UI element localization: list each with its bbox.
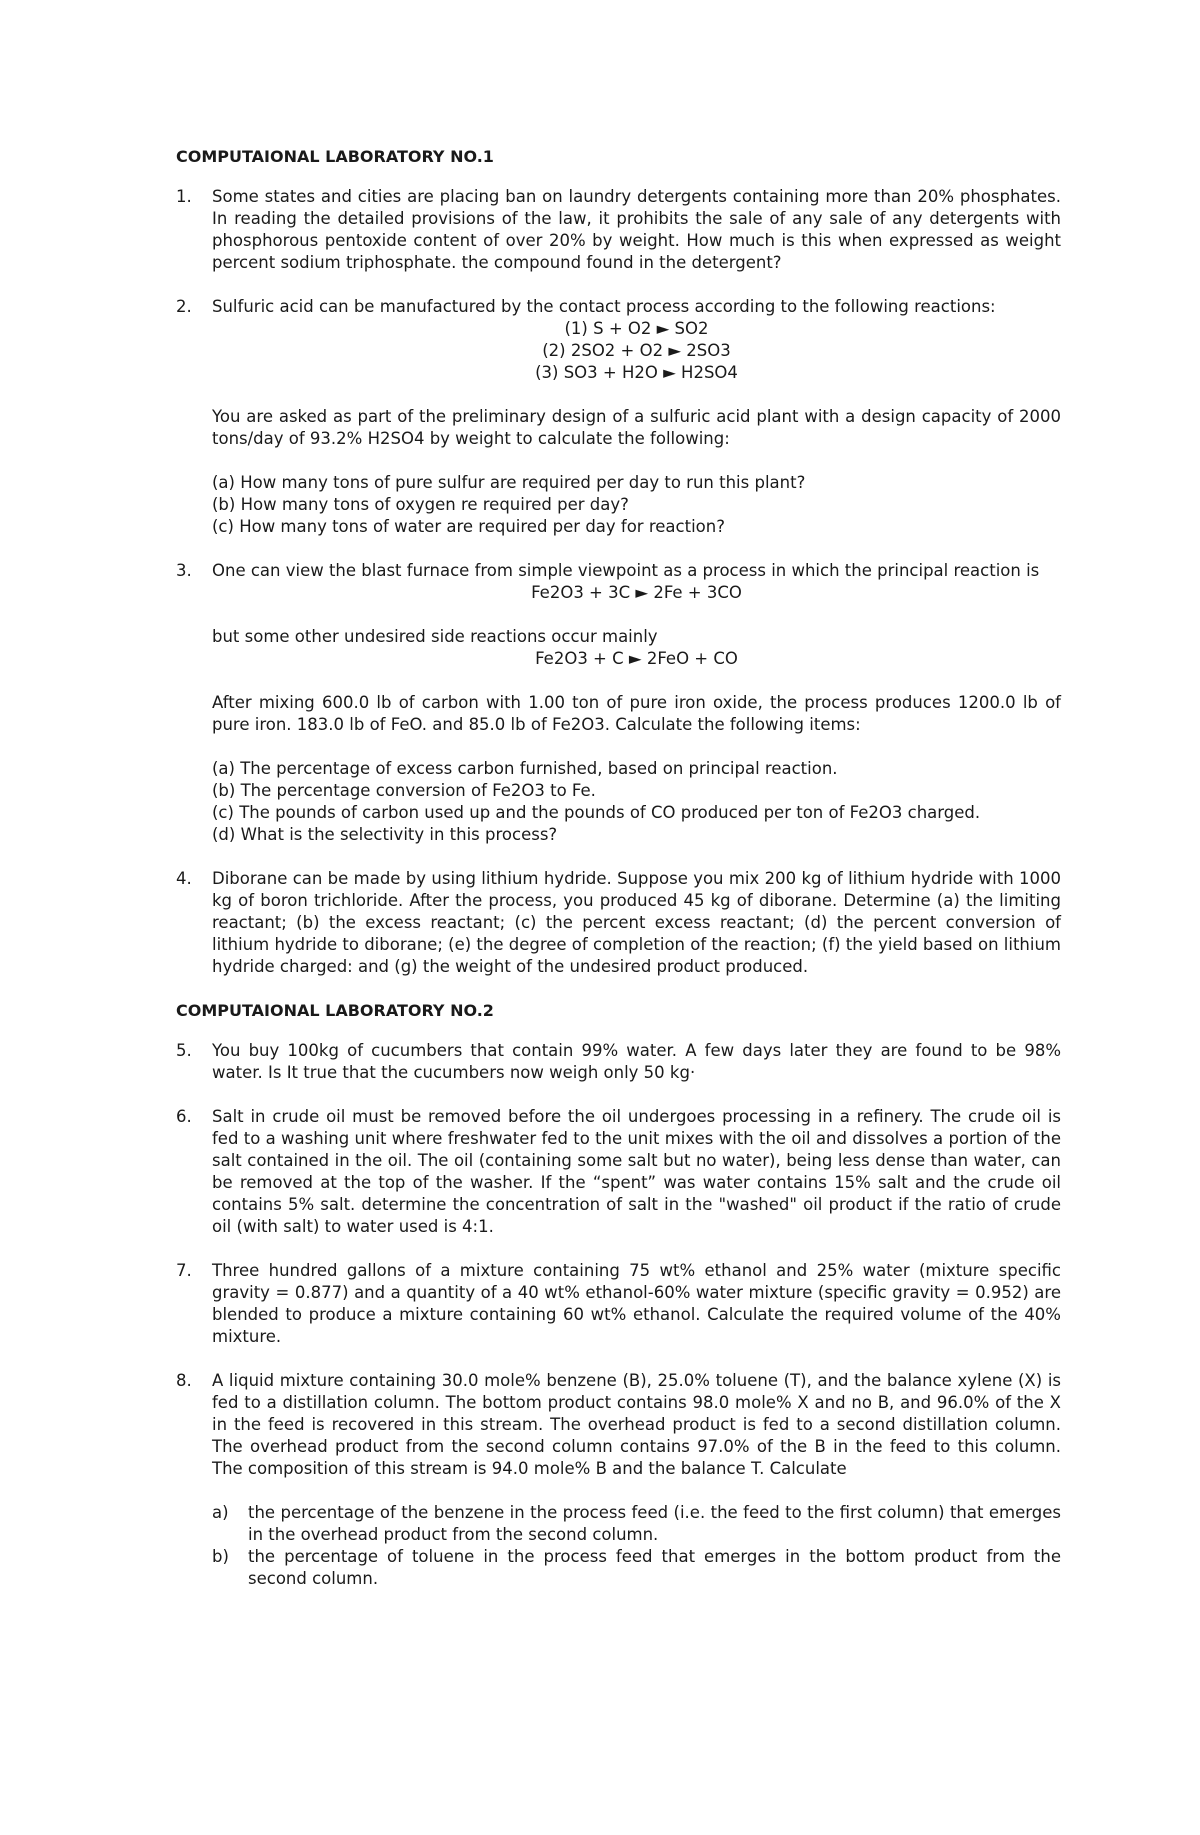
question-item: (c) The pounds of carbon used up and the pounds of CO produced per ton of Fe2O3 charged. bbox=[212, 803, 981, 822]
problem-text: You buy 100kg of cucumbers that contain 99% water. A few days later they are found to be 98% water. Is It true that the cucumbers now weigh only 50 kg· bbox=[212, 1041, 1061, 1082]
question-item: (a) The percentage of excess carbon furnished, based on principal reaction. bbox=[212, 759, 838, 778]
problem-number: 6. bbox=[176, 1107, 192, 1126]
reaction-equation: (3) SO3 + H2O ► H2SO4 bbox=[535, 363, 738, 382]
problem-mid-text: but some other undesired side reactions occur mainly bbox=[212, 627, 658, 646]
problem-6 bbox=[176, 1106, 1061, 1238]
reaction-equation: (2) 2SO2 + O2 ► 2SO3 bbox=[542, 341, 731, 360]
problem-text: A liquid mixture containing 30.0 mole% benzene (B), 25.0% toluene (T), and the balance xylene (X) is fed to a distillation column. The bottom product contains 98.0 mole% X and no B, and 96.0% of the X in the feed is recovered in this stream. The overhead product is fed to a second distillation column. The overhead product from the second column contains 97.0% of the B in the feed to this column. The composition of this stream is 94.0 mole% B and the balance T. Calculate bbox=[212, 1371, 1061, 1478]
problem-number: 8. bbox=[176, 1371, 192, 1390]
sub-question-text: the percentage of the benzene in the process feed (i.e. the feed to the first column) that emerges in the overhead product from the second column. bbox=[248, 1503, 1061, 1544]
sub-question-label: a) bbox=[212, 1503, 229, 1522]
sub-question-label: b) bbox=[212, 1547, 229, 1566]
problem-number: 3. bbox=[176, 561, 192, 580]
problem-8 bbox=[176, 1370, 1061, 1590]
reaction-equation: (1) S + O2 ► SO2 bbox=[564, 319, 709, 338]
sub-question-list bbox=[212, 1502, 1061, 1590]
lab2-heading: COMPUTAIONAL LABORATORY NO.2 bbox=[176, 1001, 494, 1020]
question-item: (b) The percentage conversion of Fe2O3 to Fe. bbox=[212, 781, 596, 800]
problem-number: 1. bbox=[176, 187, 192, 206]
reaction-equation: Fe2O3 + 3C ► 2Fe + 3CO bbox=[531, 583, 742, 602]
problem-text: You are asked as part of the preliminary design of a sulfuric acid plant with a design capacity of 2000 tons/day of 93.2% H2SO4 by weight to calculate the following: bbox=[212, 407, 1061, 448]
question-item: (c) How many tons of water are required per day for reaction? bbox=[212, 517, 725, 536]
problem-7 bbox=[176, 1260, 1061, 1348]
problem-number: 4. bbox=[176, 869, 192, 888]
lab1-heading: COMPUTAIONAL LABORATORY NO.1 bbox=[176, 147, 494, 166]
sub-question bbox=[212, 1502, 1061, 1546]
problem-3 bbox=[176, 560, 1061, 846]
problem-text: Salt in crude oil must be removed before the oil undergoes processing in a refinery. The crude oil is fed to a washing unit where freshwater fed to the unit mixes with the oil and dissolves a portion of the salt contained in the oil. The oil (containing some salt but no water), being less dense than water, can be removed at the top of the washer. If the “spent” was water contains 15% salt and the crude oil contains 5% salt. determine the concentration of salt in the "washed" oil product if the ratio of crude oil (with salt) to water used is 4:1. bbox=[212, 1107, 1061, 1236]
sub-question bbox=[212, 1546, 1061, 1590]
problem-5 bbox=[176, 1040, 1061, 1084]
question-list bbox=[212, 758, 1061, 846]
question-item: (a) How many tons of pure sulfur are required per day to run this plant? bbox=[212, 473, 806, 492]
problem-number: 7. bbox=[176, 1261, 192, 1280]
sub-question-text: the percentage of toluene in the process feed that emerges in the bottom product from the second column. bbox=[248, 1547, 1061, 1588]
problem-number: 5. bbox=[176, 1041, 192, 1060]
question-list bbox=[212, 472, 1061, 538]
problem-2 bbox=[176, 296, 1061, 538]
problem-4 bbox=[176, 868, 1061, 978]
question-item: (b) How many tons of oxygen re required per day? bbox=[212, 495, 629, 514]
reaction-equation: Fe2O3 + C ► 2FeO + CO bbox=[535, 649, 738, 668]
problem-1 bbox=[176, 186, 1061, 274]
problem-text: Some states and cities are placing ban on laundry detergents containing more than 20% phosphates. In reading the detailed provisions of the law, it prohibits the sale of any sale of any detergents with phosphorous pentoxide content of over 20% by weight. How much is this when expressed as weight percent sodium triphosphate. the compound found in the detergent? bbox=[212, 187, 1061, 272]
problem-number: 2. bbox=[176, 297, 192, 316]
problem-text: Three hundred gallons of a mixture containing 75 wt% ethanol and 25% water (mixture specific gravity = 0.877) and a quantity of a 40 wt% ethanol-60% water mixture (specific gravity = 0.952) are blended to produce a mixture containing 60 wt% ethanol. Calculate the required volume of the 40% mixture. bbox=[212, 1261, 1061, 1346]
problem-intro: One can view the blast furnace from simple viewpoint as a process in which the principal reaction is bbox=[212, 561, 1040, 580]
problem-intro: Sulfuric acid can be manufactured by the contact process according to the following reactions: bbox=[212, 297, 996, 316]
question-item: (d) What is the selectivity in this process? bbox=[212, 825, 558, 844]
problem-text: Diborane can be made by using lithium hydride. Suppose you mix 200 kg of lithium hydride with 1000 kg of boron trichloride. After the process, you produced 45 kg of diborane. Determine (a) the limiting reactant; (b) the excess reactant; (c) the percent excess reactant; (d) the percent conversion of lithium hydride to diborane; (e) the degree of completion of the reaction; (f) the yield based on lithium hydride charged: and (g) the weight of the undesired product produced. bbox=[212, 869, 1061, 976]
problem-text: After mixing 600.0 lb of carbon with 1.00 ton of pure iron oxide, the process produces 1200.0 lb of pure iron. 183.0 lb of FeO. and 85.0 lb of Fe2O3. Calculate the following items: bbox=[212, 693, 1061, 734]
